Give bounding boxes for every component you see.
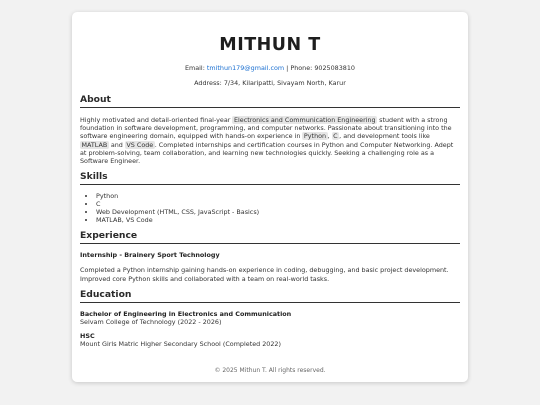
address-value: 7/34, Kilaripatti, Sivayam North, Karur (223, 79, 346, 87)
email-link[interactable]: tmithun179@gmail.com (206, 64, 285, 72)
school-name: Selvam College of Technology (2022 - 2026) (80, 318, 222, 327)
experience-heading: Experience (80, 230, 460, 244)
address-line (80, 79, 460, 88)
job-description: Completed a Python internship gaining hands-on experience in coding, debugging, and basic project development. Improved core Python skills and collaborated with a team on real-world tasks. (80, 266, 449, 283)
about-heading: About (80, 94, 460, 108)
about-text-part: . Completed internships and certification courses in Python and Computer Networking. Adept at problem-solving, team collaboration, and learning new technologies quickly. Seeking a challenging role as a Software Engineer. (80, 140, 454, 166)
experience-section (80, 230, 460, 283)
job-title: Internship - Brainery Sport Technology (80, 251, 220, 260)
list-item: • Python (96, 192, 460, 200)
address-label: Address: (194, 79, 222, 87)
resume-card (72, 12, 468, 382)
phone-value: 9025083810 (314, 64, 356, 72)
phone-label: Phone: (290, 64, 313, 72)
skills-heading: Skills (80, 171, 460, 185)
about-text-part: , (327, 132, 330, 141)
highlight-python: Python (303, 132, 327, 141)
page-title: MITHUN T (219, 35, 321, 55)
highlight-vscode: VS Code (126, 140, 154, 149)
about-text-part: and (110, 140, 123, 149)
education-heading: Education (80, 289, 460, 303)
degree-title: HSC (80, 332, 95, 341)
list-item: • Web Development (HTML, CSS, JavaScript - Basics) (96, 208, 460, 216)
education-section (80, 289, 460, 349)
school-name: Mount Girls Matric Higher Secondary School (Completed 2022) (80, 340, 281, 349)
list-item: • MATLAB, VS Code (96, 216, 460, 224)
about-section (80, 94, 460, 165)
skills-list (80, 192, 460, 224)
degree-title: Bachelor of Engineering in Electronics and Communication (80, 309, 292, 318)
skills-section (80, 171, 460, 224)
about-text-part: , and development tools like (339, 132, 430, 141)
about-text-part: student with a strong foundation in software development, programming, and computer networks. Passionate about transitioning into the software engineering domain, equipped with hands-on experience in (80, 116, 452, 141)
highlight-matlab: MATLAB (81, 140, 108, 149)
contact-line (80, 64, 460, 73)
footer-text: © 2025 Mithun T. All rights reserved. (214, 367, 326, 374)
list-item: • C (96, 200, 460, 208)
highlight-branch: Electronics and Communication Engineering (233, 116, 376, 124)
separator: | (286, 64, 289, 72)
email-label: Email: (184, 64, 205, 72)
about-text (80, 116, 460, 165)
about-text-part: Highly motivated and detail-oriented final-year (80, 116, 231, 124)
highlight-c: C (333, 132, 338, 141)
